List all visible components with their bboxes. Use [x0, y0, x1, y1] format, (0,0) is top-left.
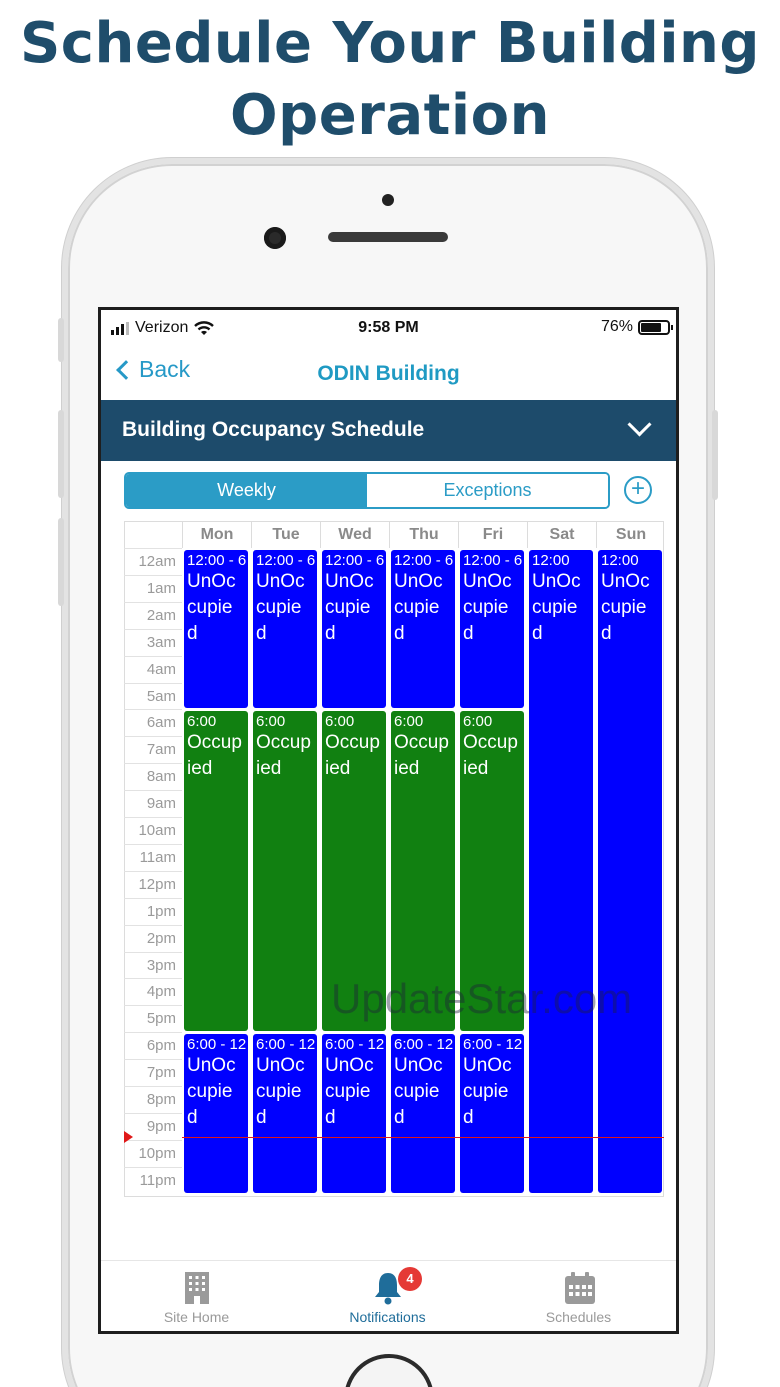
chevron-down-icon[interactable]: [627, 412, 651, 436]
hour-label: 2am: [124, 602, 182, 629]
block-label: cupie: [187, 1081, 233, 1103]
block-time: 12:00 - 6: [325, 552, 385, 569]
block-label: ied: [256, 758, 282, 780]
notification-badge: 4: [398, 1267, 422, 1291]
block-label: Occup: [325, 732, 380, 754]
schedule-block-unoccupied[interactable]: [322, 550, 386, 708]
back-label: Back: [139, 356, 191, 382]
block-label: UnOc: [601, 571, 650, 592]
schedule-block-unoccupied[interactable]: [460, 550, 524, 708]
proximity-sensor: [382, 194, 394, 206]
block-time: 6:00: [325, 713, 355, 731]
block-label: cupie: [463, 597, 509, 618]
block-time: 6:00 - 12: [256, 1036, 316, 1054]
hour-label: 1am: [124, 575, 182, 602]
current-time-marker-icon: [124, 1131, 133, 1143]
hour-label: 9pm: [124, 1113, 182, 1140]
block-label: d: [532, 623, 543, 644]
block-label: cupie: [532, 597, 578, 618]
hour-label: 11pm: [124, 1167, 182, 1194]
block-label: d: [325, 623, 336, 644]
hour-label: 5am: [124, 683, 182, 710]
front-camera: [264, 227, 286, 249]
block-time: 12:00 - 6: [394, 552, 454, 569]
hour-label: 8pm: [124, 1086, 182, 1113]
tab-label: Notifications: [349, 1309, 426, 1325]
block-label: UnOc: [463, 571, 512, 592]
block-label: d: [601, 623, 612, 644]
tab-schedules[interactable]: [483, 1261, 674, 1332]
block-label: d: [187, 623, 198, 644]
plus-icon: +: [630, 475, 645, 502]
block-time: 12:00 - 6: [463, 552, 523, 569]
hour-label: 4am: [124, 656, 182, 683]
block-label: UnOc: [187, 571, 236, 592]
hour-label: 10am: [124, 817, 182, 844]
tab-notifications[interactable]: [292, 1261, 483, 1332]
block-time: 6:00 - 12: [325, 1036, 385, 1054]
status-time: 9:58 PM: [358, 319, 419, 336]
volume-down-button: [58, 518, 64, 606]
hour-label: 5pm: [124, 1005, 182, 1032]
block-label: UnOc: [256, 1055, 305, 1077]
schedule-block-unoccupied[interactable]: [460, 1034, 524, 1192]
hour-label: 9am: [124, 790, 182, 817]
hour-label: 1pm: [124, 898, 182, 925]
watermark: UpdateStar.com: [331, 975, 633, 1022]
block-label: d: [256, 1107, 267, 1129]
app-screen: [98, 307, 679, 1334]
hour-label: 2pm: [124, 925, 182, 952]
hour-label: 11am: [124, 844, 182, 871]
hour-label: 6am: [124, 709, 182, 736]
block-label: UnOc: [463, 1055, 512, 1077]
schedule-section-header[interactable]: [101, 400, 676, 461]
tab-label: Site Home: [163, 1309, 230, 1325]
block-time: 6:00 - 12: [394, 1036, 454, 1054]
hour-label: 4pm: [124, 978, 182, 1005]
hour-label: 12pm: [124, 871, 182, 898]
block-time: 6:00: [463, 713, 493, 731]
tab-weekly[interactable]: Weekly: [126, 474, 367, 507]
hour-label: 3am: [124, 629, 182, 656]
block-label: cupie: [187, 597, 233, 618]
building-icon: [184, 1271, 210, 1305]
block-time: 6:00: [187, 713, 217, 731]
hour-label: 7am: [124, 736, 182, 763]
volume-up-button: [58, 410, 64, 498]
block-label: ied: [187, 758, 213, 780]
day-header-tue: Tue: [251, 521, 320, 548]
block-label: UnOc: [532, 571, 581, 592]
tab-label: Schedules: [545, 1309, 612, 1325]
battery-percent: 76%: [600, 318, 633, 335]
hour-label: 10pm: [124, 1140, 182, 1167]
block-label: d: [256, 623, 267, 644]
page-title: ODIN Building: [317, 362, 460, 385]
block-time: 12:00 - 6: [256, 552, 316, 569]
block-label: UnOc: [187, 1055, 236, 1077]
schedule-view-segmented-control: [124, 472, 610, 509]
day-header-fri: Fri: [458, 521, 527, 548]
block-label: Occup: [256, 732, 311, 754]
block-label: Occup: [187, 732, 242, 754]
add-schedule-button[interactable]: [624, 476, 652, 504]
day-header-thu: Thu: [389, 521, 458, 548]
block-time: 12:00: [532, 552, 570, 569]
day-header-wed: Wed: [320, 521, 389, 548]
schedule-block-occupied[interactable]: [253, 711, 317, 1031]
block-label: cupie: [601, 597, 647, 618]
block-label: d: [187, 1107, 198, 1129]
block-label: d: [325, 1107, 336, 1129]
block-label: ied: [463, 758, 489, 780]
schedule-block-unoccupied[interactable]: [253, 550, 317, 708]
tab-exceptions[interactable]: Exceptions: [367, 474, 608, 507]
tab-site-home[interactable]: [101, 1261, 292, 1332]
headline-line-2: Operation: [230, 83, 550, 148]
schedule-block-unoccupied[interactable]: [598, 550, 662, 1193]
block-time: 12:00: [601, 552, 639, 569]
block-time: 6:00: [394, 713, 424, 731]
schedule-block-unoccupied[interactable]: [184, 1034, 248, 1192]
block-label: d: [463, 1107, 474, 1129]
block-label: cupie: [325, 597, 371, 618]
schedule-block-unoccupied[interactable]: [391, 1034, 455, 1192]
block-label: cupie: [325, 1081, 371, 1103]
block-label: Occup: [394, 732, 449, 754]
block-time: 12:00 - 6: [187, 552, 247, 569]
block-label: Occup: [463, 732, 518, 754]
schedule-block-unoccupied[interactable]: [529, 550, 593, 1193]
block-label: UnOc: [325, 571, 374, 592]
block-label: UnOc: [256, 571, 305, 592]
current-time-line: [182, 1137, 664, 1138]
block-label: UnOc: [325, 1055, 374, 1077]
block-label: d: [394, 623, 405, 644]
day-header-sat: Sat: [527, 521, 596, 548]
calendar-icon: [564, 1271, 596, 1305]
weekly-schedule-grid: [124, 521, 664, 1197]
block-label: UnOc: [394, 1055, 443, 1077]
earpiece-speaker: [328, 232, 448, 242]
block-label: cupie: [256, 597, 302, 618]
marketing-headline: [0, 8, 780, 152]
hour-label: 12am: [124, 548, 182, 575]
hour-label: 6pm: [124, 1032, 182, 1059]
day-header-mon: Mon: [182, 521, 251, 548]
block-time: 6:00 - 12: [463, 1036, 523, 1054]
block-label: cupie: [394, 1081, 440, 1103]
carrier-name: Verizon: [135, 319, 189, 336]
schedule-block-unoccupied[interactable]: [391, 550, 455, 708]
bottom-tab-bar: [101, 1260, 676, 1331]
hour-label: 8am: [124, 763, 182, 790]
headline-line-1: Schedule Your Building: [19, 11, 761, 76]
navigation-bar: [101, 348, 676, 402]
block-label: d: [463, 623, 474, 644]
block-label: d: [394, 1107, 405, 1129]
battery-icon: [638, 320, 670, 335]
block-label: cupie: [463, 1081, 509, 1103]
block-label: UnOc: [394, 571, 443, 592]
block-time: 6:00: [256, 713, 286, 731]
hour-label: 7pm: [124, 1059, 182, 1086]
power-button: [712, 410, 718, 500]
schedule-block-unoccupied[interactable]: [253, 1034, 317, 1192]
section-title: Building Occupancy Schedule: [122, 418, 425, 441]
block-label: ied: [394, 758, 420, 780]
block-label: cupie: [256, 1081, 302, 1103]
block-label: cupie: [394, 597, 440, 618]
block-label: ied: [325, 758, 351, 780]
day-header-sun: Sun: [596, 521, 665, 548]
schedule-block-unoccupied[interactable]: [322, 1034, 386, 1192]
mute-switch: [58, 318, 64, 362]
schedule-block-unoccupied[interactable]: [184, 550, 248, 708]
block-time: 6:00 - 12: [187, 1036, 247, 1054]
status-bar: [101, 310, 676, 346]
hour-label: 3pm: [124, 952, 182, 979]
schedule-block-occupied[interactable]: [184, 711, 248, 1031]
